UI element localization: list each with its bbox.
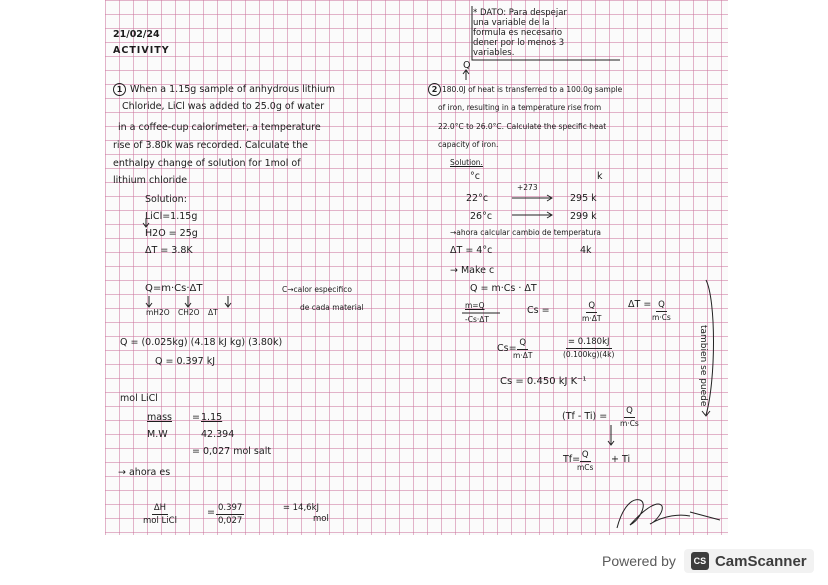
cs2-den: m·ΔT [513, 351, 533, 360]
problem-1-line: rise of 3.80k was recorded. Calculate the [113, 140, 309, 151]
arrow-down-icon [185, 296, 191, 307]
given-water: H2O = 25g [145, 228, 198, 239]
row2-celsius: 26°c [470, 211, 493, 222]
problem-1-line: lithium chloride [113, 175, 188, 186]
tf-num: Q [626, 406, 633, 416]
mass-word: mass [147, 412, 172, 423]
cs-equals: Cs = [527, 305, 550, 316]
dh-numerator: ΔH [153, 503, 167, 513]
q-label: Q [463, 60, 471, 71]
arrow-down-icon [146, 296, 152, 307]
curved-arrow-icon [702, 280, 714, 416]
tf-plus-ti: + Ti [611, 454, 631, 465]
now-calc-text: →ahora calcular cambio de temperatura [450, 228, 602, 237]
make-c-text: → Make c [450, 265, 495, 276]
solution-label: Solution: [145, 194, 187, 205]
problem-1-number: 1 [113, 83, 126, 96]
delta-k-value: 4k [580, 245, 592, 256]
date-text: 21/02/24 [113, 29, 160, 40]
arrow-up-icon [463, 70, 469, 80]
arrow-right-icon [512, 212, 552, 218]
answer-denominator: mol [313, 514, 329, 524]
cs-result: Cs = 0.450 kJ K⁻¹ [500, 376, 587, 387]
note-line: * DATO: Para despejar [473, 8, 567, 18]
mass-equals: = [192, 412, 200, 423]
delta-t-value: ΔT = 4°c [450, 245, 493, 256]
cs-num: Q [588, 301, 596, 311]
formula-2: Q = m·Cs · ΔT [470, 283, 537, 294]
camscanner-brand: CamScanner [714, 552, 807, 570]
note-line: dener por lo menos 3 [473, 38, 565, 48]
offset-273: +273 [517, 183, 538, 192]
tf-den: m·Cs [620, 419, 639, 428]
tf-solve-num: Q [581, 450, 589, 460]
arrow-down-icon [143, 218, 149, 227]
camscanner-badge [684, 549, 814, 573]
row2-kelvin: 299 k [570, 211, 597, 222]
formula-subscripts: mH2O CH2O ΔT [146, 308, 218, 317]
activity-heading: ACTIVITY [113, 45, 170, 56]
cs3-den: (0.100kg)(4k) [563, 350, 615, 359]
camscanner-logo-icon: CS [691, 552, 709, 570]
problem-2-line: 22.0°C to 26.0°C. Calculate the specific heat [438, 122, 607, 131]
now-text: → ahora es [118, 467, 171, 478]
cs2-num: Q [519, 338, 527, 348]
equals-sign: = [207, 507, 215, 518]
tf-solve-den: mCs [577, 463, 594, 472]
problem-2-line: 180.0J of heat is transferred to a 100.0g sample [442, 85, 623, 94]
dt-num: Q [658, 300, 665, 310]
problem-1-line: Chloride, LiCl was added to 25.0g of water [122, 101, 325, 112]
dt-den: m·Cs [652, 313, 671, 322]
row1-kelvin: 295 k [570, 193, 597, 204]
problem-2-line: of iron, resulting in a temperature rise from [438, 103, 602, 112]
answer-numerator: = 14,6kJ [282, 503, 320, 513]
given-licl: LiCl=1.15g [145, 211, 198, 222]
problem-1-line: When a 1.15g sample of anhydrous lithium [130, 84, 336, 95]
q-result: Q = 0.397 kJ [155, 356, 215, 367]
powered-by-text: Powered by [602, 553, 676, 569]
side-note: tambien se puede [698, 325, 708, 407]
mol-result: = 0,027 mol salt [192, 446, 272, 457]
note-box-border [472, 6, 620, 60]
problem-1-line: in a coffee-cup calorimeter, a temperature [118, 122, 321, 133]
arrow-down-icon [608, 425, 614, 445]
dh-denominator: mol LiCl [143, 516, 177, 526]
cs-den: m·ΔT [582, 314, 602, 323]
note-line: formula es necesario [473, 28, 563, 38]
tf-equation: (Tf - Ti) = [562, 411, 608, 422]
camscanner-footer [602, 549, 814, 573]
formula-q: Q=m·Cs·ΔT [145, 283, 203, 294]
signature [617, 500, 720, 528]
col-celsius: °c [470, 171, 480, 182]
arrow-note-line: de cada material [300, 303, 364, 312]
dt-equals: ΔT = [628, 299, 652, 310]
mol-licl-label: mol LiCl [120, 393, 158, 404]
tf-solve: Tf= [563, 454, 581, 465]
row1-celsius: 22°c [466, 193, 489, 204]
value-denominator: 0,027 [218, 516, 243, 526]
arrow-right-icon [512, 195, 552, 201]
cs3-num: = 0.180kJ [567, 337, 610, 347]
solution-2-label: Solution. [450, 158, 483, 167]
mw-word: M.W [147, 429, 168, 440]
value-numerator: 0.397 [218, 503, 243, 513]
mw-value: 42.394 [201, 429, 235, 440]
problem-2-number: 2 [428, 83, 441, 96]
note-line: variables. [473, 48, 515, 58]
arrow-note-line: C→calor especifico [282, 285, 352, 294]
mass-value: 1.15 [201, 412, 223, 423]
rearrange-m-den: -Cs·ΔT [465, 315, 489, 324]
rearrange-m: m=Q [465, 301, 485, 310]
col-kelvin: k [597, 171, 603, 182]
problem-1-line: enthalpy change of solution for 1mol of [113, 158, 301, 169]
given-delta-t: ΔT = 3.8K [145, 245, 193, 256]
note-line: una variable de la [473, 18, 550, 28]
arrow-down-icon [225, 296, 231, 307]
q-calculation: Q = (0.025kg) (4.18 kJ kg) (3.80k) [120, 337, 283, 348]
problem-2-line: capacity of iron. [438, 140, 499, 149]
cs-equals-2: Cs= [497, 343, 517, 354]
